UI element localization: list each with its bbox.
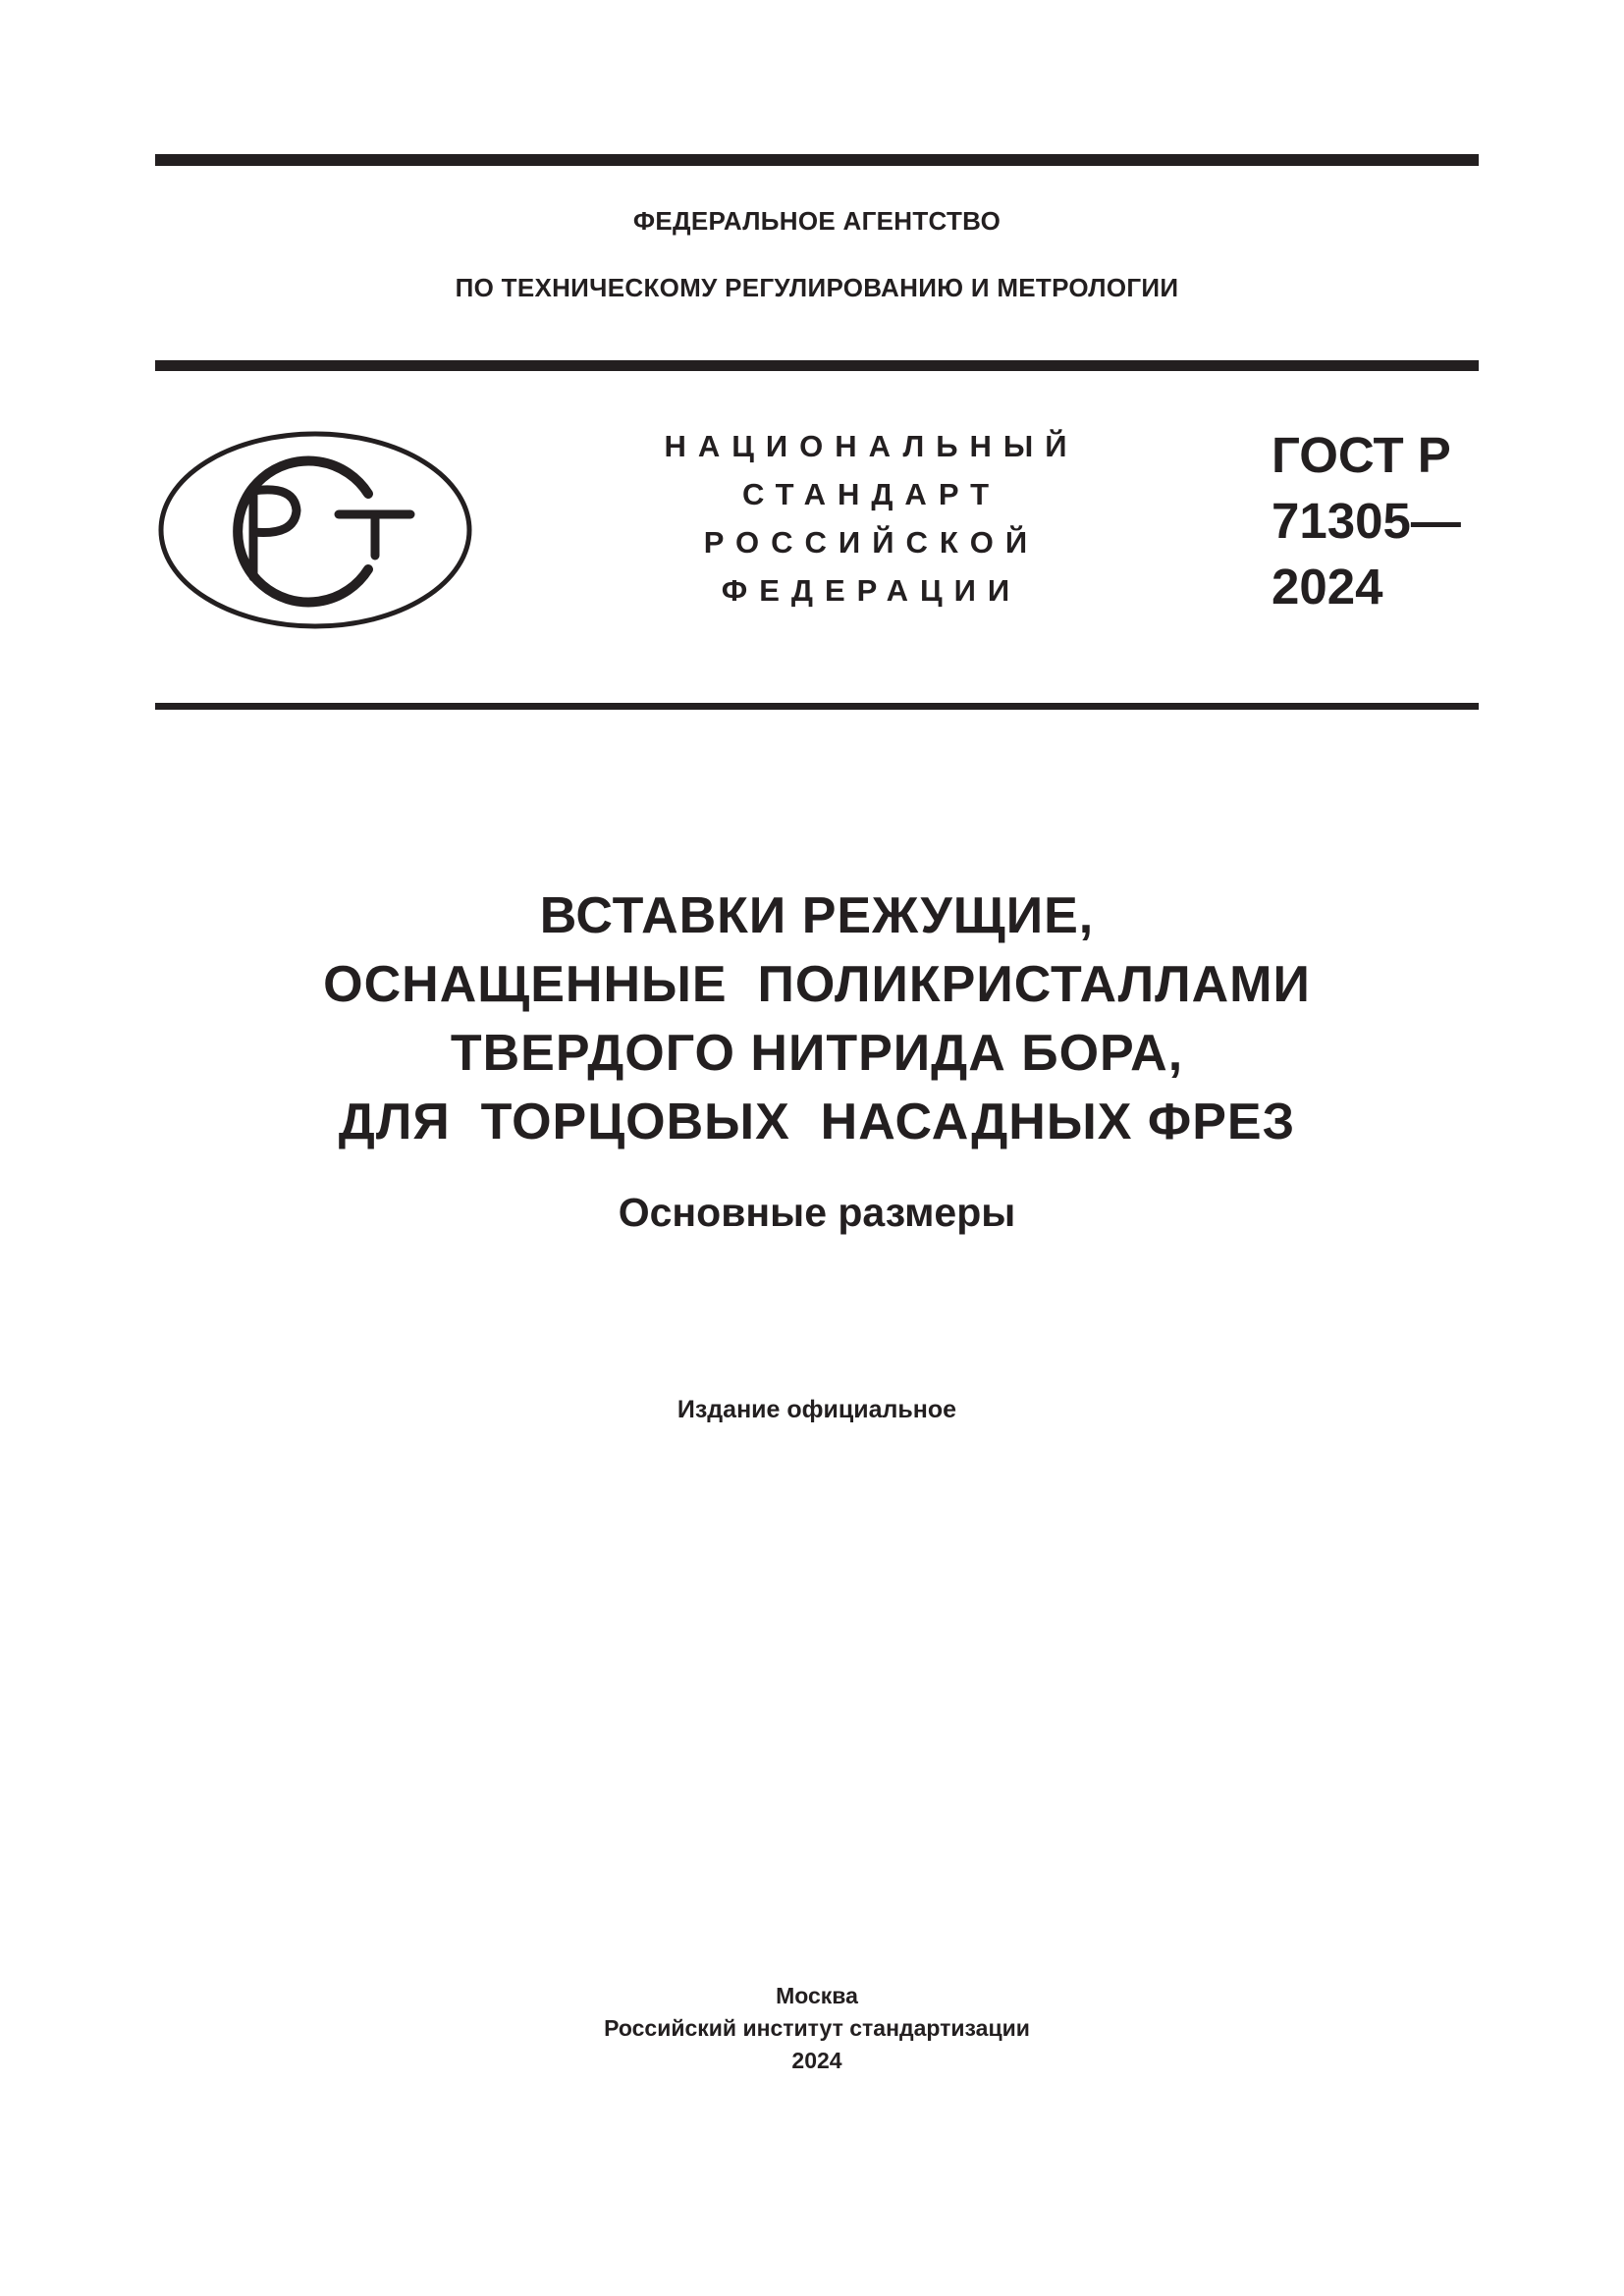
header-divider bbox=[155, 360, 1479, 371]
footer-year: 2024 bbox=[791, 2048, 842, 2073]
title-line2: ОСНАЩЕННЫЕ ПОЛИКРИСТАЛЛАМИ bbox=[323, 956, 1311, 1013]
standard-type-line2: СТАНДАРТ bbox=[741, 477, 1001, 511]
title-line4: ДЛЯ ТОРЦОВЫХ НАСАДНЫХ ФРЕЗ bbox=[338, 1094, 1296, 1150]
agency-name-line1: ФЕДЕРАЛЬНОЕ АГЕНТСТВО bbox=[632, 206, 1001, 236]
footer-city: Москва bbox=[776, 1983, 858, 2008]
standard-designation bbox=[1272, 422, 1461, 619]
agency-name-line2: ПО ТЕХНИЧЕСКОМУ РЕГУЛИРОВАНИЮ И МЕТРОЛОГИИ bbox=[455, 273, 1179, 302]
standard-type bbox=[638, 422, 1105, 614]
edition-note: Издание официальное bbox=[677, 1396, 957, 1423]
document-subtitle: Основные размеры bbox=[618, 1190, 1016, 1235]
designation-line2: 71305— bbox=[1272, 493, 1461, 549]
standard-type-line4: ФЕДЕРАЦИИ bbox=[721, 573, 1022, 608]
title-divider bbox=[155, 703, 1479, 710]
title-line1: ВСТАВКИ РЕЖУЩИЕ, bbox=[539, 887, 1095, 944]
standard-type-line3: РОССИЙСКОЙ bbox=[703, 525, 1040, 560]
document-title bbox=[155, 881, 1479, 1156]
footer-publisher: Российский институт стандартизации bbox=[604, 2015, 1030, 2041]
top-divider bbox=[155, 154, 1479, 166]
designation-line3: 2024 bbox=[1272, 559, 1383, 614]
standard-type-line1: НАЦИОНАЛЬНЫЙ bbox=[664, 429, 1079, 463]
title-line3: ТВЕРДОГО НИТРИДА БОРА, bbox=[450, 1025, 1184, 1082]
publication-footer bbox=[155, 1980, 1479, 2077]
designation-line1: ГОСТ Р bbox=[1272, 427, 1451, 483]
rst-certification-mark-icon bbox=[157, 430, 473, 630]
